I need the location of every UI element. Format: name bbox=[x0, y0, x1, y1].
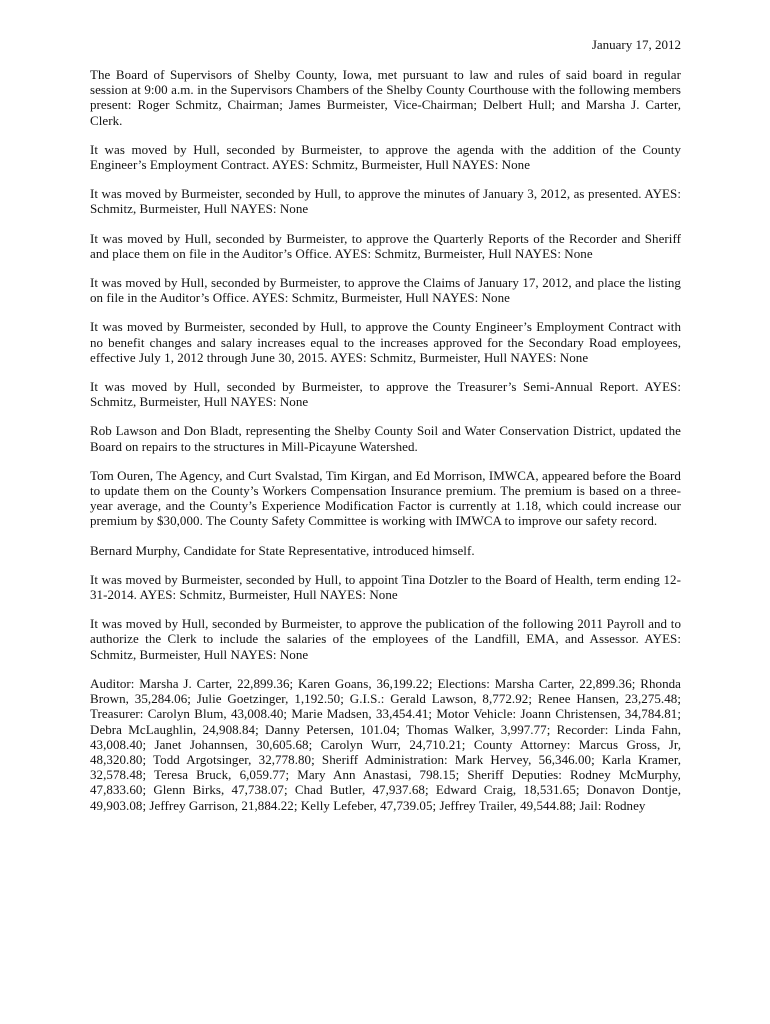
paragraph-candidate-introduction: Bernard Murphy, Candidate for State Representative, introduced himself. bbox=[90, 542, 475, 558]
paragraph-payroll-listing: Auditor: Marsha J. Carter, 22,899.36; Karen Goans, 36,199.22; Elections: Marsha Carter, 22,899.36; Rhonda Brown, 35,284.06; Julie Goetzinger, 1,192.50; G.I.S.: Gerald Lawson, 8,772.92; Renee Hansen, 23,275.48; Treasurer: Carolyn Blum, 43,008.40; Marie Madsen, 33,454.41; Motor Vehicle: Joann Christensen, 34,784.81; Debra McLaughlin, 24,908.84; Danny Petersen, 101.04; Thomas Walker, 3,997.77; Recorder: Linda Fahn, 43,008.40; Janet Johannsen, 30,605.68; Carolyn Wurr, 24,710.21; County Attorney: Marcus Gross, Jr, 48,320.80; Todd Argotsinger, 32,778.80; Sheriff Administration: Mark Hervey, 56,346.00; Karla Kramer, 32,578.48; Teresa Bruck, 6,059.77; Mary Ann Anastasi, 798.15; Sheriff Deputies: Rodney McMurphy, 47,833.60; Glenn Birks, 47,738.07; Chad Butler, 47,937.68; Edward Craig, 18,531.65; Donavon Dontje, 49,903.08; Jeffrey Garrison, 21,884.22; Kelly Lefeber, 47,739.05; Jeffrey Trailer, 49,544.88; Jail: Rodney bbox=[90, 675, 681, 813]
document-body bbox=[90, 67, 681, 827]
document-date: January 17, 2012 bbox=[591, 37, 681, 52]
paragraph-workers-comp-update: Tom Ouren, The Agency, and Curt Svalstad, Tim Kirgan, and Ed Morrison, IMWCA, appeared before the Board to update them on the County’s Workers Compensation Insurance premium. The premium is based on a three-year average, and the County’s Experience Modification Factor is currently at 1.18, which could increase our premium by $30,000. The County Safety Committee is working with IMWCA to improve our safety record. bbox=[90, 467, 681, 529]
paragraph-quarterly-reports-motion: It was moved by Hull, seconded by Burmeister, to approve the Quarterly Reports of the Recorder and Sheriff and place them on file in the Auditor’s Office. AYES: Schmitz, Burmeister, Hull NAYES: None bbox=[90, 230, 681, 261]
paragraph-claims-motion: It was moved by Hull, seconded by Burmeister, to approve the Claims of January 17, 2012, and place the listing on file in the Auditor’s Office. AYES: Schmitz, Burmeister, Hull NAYES: None bbox=[90, 275, 681, 306]
paragraph-treasurer-report-motion: It was moved by Hull, seconded by Burmeister, to approve the Treasurer’s Semi-Annual Report. AYES: Schmitz, Burmeister, Hull NAYES: None bbox=[90, 379, 681, 410]
paragraph-board-of-health-motion: It was moved by Burmeister, seconded by Hull, to appoint Tina Dotzler to the Board of Health, term ending 12-31-2014. AYES: Schmitz, Burmeister, Hull NAYES: None bbox=[90, 571, 681, 603]
paragraph-soil-water-update: Rob Lawson and Don Bladt, representing the Shelby County Soil and Water Conservation District, updated the Board on repairs to the structures in Mill-Picayune Watershed. bbox=[90, 423, 681, 454]
paragraph-payroll-motion: It was moved by Hull, seconded by Burmeister, to approve the publication of the following 2011 Payroll and to authorize the Clerk to include the salaries of the employees of the Landfill, EMA, and Assessor. AYES: Schmitz, Burmeister, Hull NAYES: None bbox=[90, 616, 681, 662]
paragraph-agenda-motion: It was moved by Hull, seconded by Burmeister, to approve the agenda with the addition of the County Engineer’s Employment Contract. AYES: Schmitz, Burmeister, Hull NAYES: None bbox=[90, 141, 681, 173]
paragraph-opening: The Board of Supervisors of Shelby County, Iowa, met pursuant to law and rules of said board in regular session at 9:00 a.m. in the Supervisors Chambers of the Shelby County Courthouse with the following members present: Roger Schmitz, Chairman; James Burmeister, Vice-Chairman; Delbert Hull; and Marsha J. Carter, Clerk. bbox=[90, 67, 681, 128]
paragraph-minutes-motion: It was moved by Burmeister, seconded by Hull, to approve the minutes of January 3, 2012, as presented. AYES: Schmitz, Burmeister, Hull NAYES: None bbox=[90, 186, 681, 217]
paragraph-engineer-contract-motion: It was moved by Burmeister, seconded by Hull, to approve the County Engineer’s Employment Contract with no benefit changes and salary increases equal to the increases approved for the Secondary Road employees, effective July 1, 2012 through June 30, 2015. AYES: Schmitz, Burmeister, Hull NAYES: None bbox=[90, 319, 681, 365]
